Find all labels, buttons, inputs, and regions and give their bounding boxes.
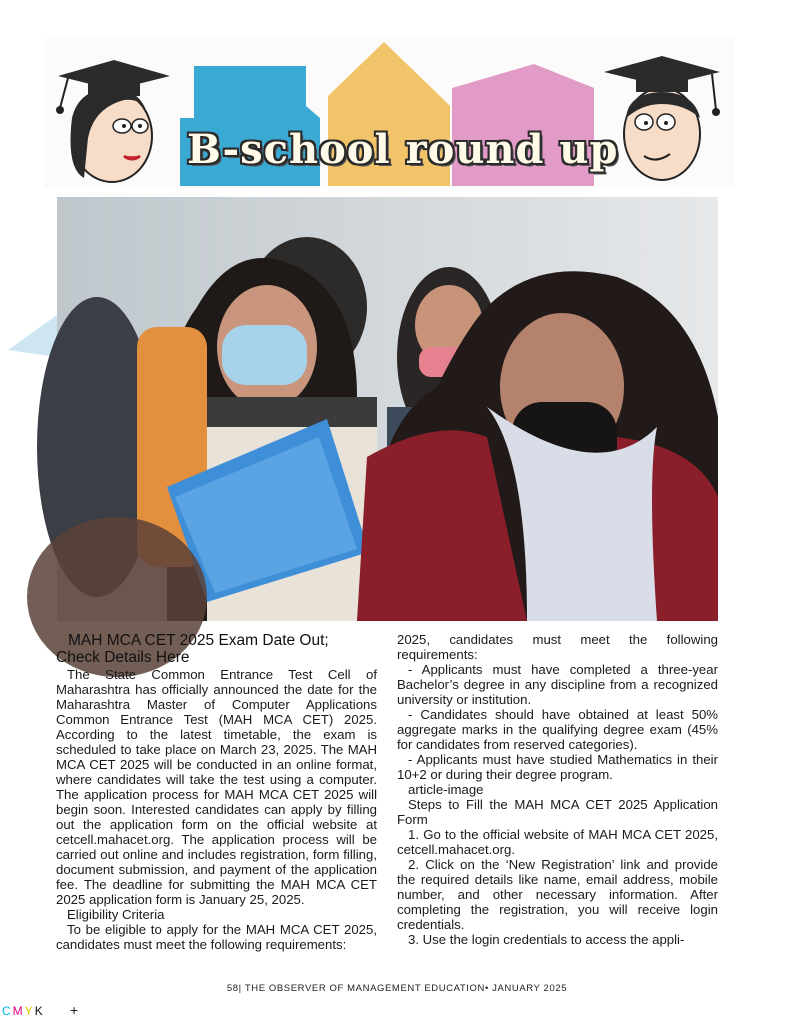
requirement-1: - Applicants must have completed a three-year Bachelor’s degree in any discipline from a recognized university or institution. xyxy=(397,662,718,707)
article-title-line2: Check Details Here xyxy=(56,649,190,666)
image-placeholder-text: article-image xyxy=(408,782,484,797)
step-3: 3. Use the login credentials to access the appli- xyxy=(408,932,685,947)
registration-mark: + xyxy=(70,1002,79,1018)
publication-line: THE OBSERVER OF MANAGEMENT EDUCATION• JANUARY 2025 xyxy=(244,983,568,994)
students-with-masks-photo xyxy=(57,197,718,621)
cmyk-y: Y xyxy=(24,1004,35,1018)
graduate-man-icon xyxy=(604,56,720,180)
section-banner xyxy=(44,38,734,188)
banner-title: B-school round up xyxy=(187,126,619,173)
footer-separator: | xyxy=(238,983,242,994)
article-intro-paragraph: The State Common Entrance Test Cell of Maharashtra has officially announced the date for the Maharashtra Master of Computer Applications Common Entrance Test (MAH MCA CET) 2025. According to the latest timetable, the exam is scheduled to take place on March 23, 2025. The MAH MCA CET 2025 will be conducted in an online format, where candidates will take the test using a computer. The application process for MAH MCA CET 2025 will begin soon. Interested candidates can apply by filling out the application form on the official website at cetcell.mahacet.org. The application process will be carried out online and includes registration, form filling, document submission, and payment of the application fee. The deadline for submitting the MAH MCA CET 2025 application form is January 25, 2025. xyxy=(56,667,377,907)
article-photo xyxy=(57,197,718,621)
eligibility-intro-paragraph: To be eligible to apply for the MAH MCA CET 2025, candidates must meet the following requirements: xyxy=(56,922,377,952)
eligibility-heading: Eligibility Criteria xyxy=(67,907,165,922)
article-title xyxy=(56,632,377,666)
cmyk-c: C xyxy=(2,1004,13,1018)
page-footer xyxy=(0,983,794,994)
requirement-2: - Candidates should have obtained at least 50% aggregate marks in the qualifying degree exam (45% for candidates from reserved categories). xyxy=(397,707,718,752)
steps-heading: Steps to Fill the MAH MCA CET 2025 Application Form xyxy=(397,797,718,827)
step-2: 2. Click on the ‘New Registration’ link and provide the required details like name, email address, mobile number, and other necessary information. After completing the registration, you will receive login credentials. xyxy=(397,857,718,932)
eligibility-intro-continued: 2025, candidates must meet the following requirements: xyxy=(397,632,718,662)
cmyk-m: M xyxy=(12,1004,25,1018)
cmyk-print-marks xyxy=(2,1004,45,1018)
article-column-left xyxy=(56,632,377,952)
article-title-line1: MAH MCA CET 2025 Exam Date Out; xyxy=(68,632,329,649)
article-column-right xyxy=(397,632,718,947)
cmyk-k: K xyxy=(34,1004,45,1018)
step-1: 1. Go to the official website of MAH MCA CET 2025, cetcell.mahacet.org. xyxy=(397,827,718,857)
graduate-woman-icon xyxy=(56,60,170,182)
page-number: 58 xyxy=(226,983,239,994)
requirement-3: - Applicants must have studied Mathematics in their 10+2 or during their degree program. xyxy=(397,752,718,782)
